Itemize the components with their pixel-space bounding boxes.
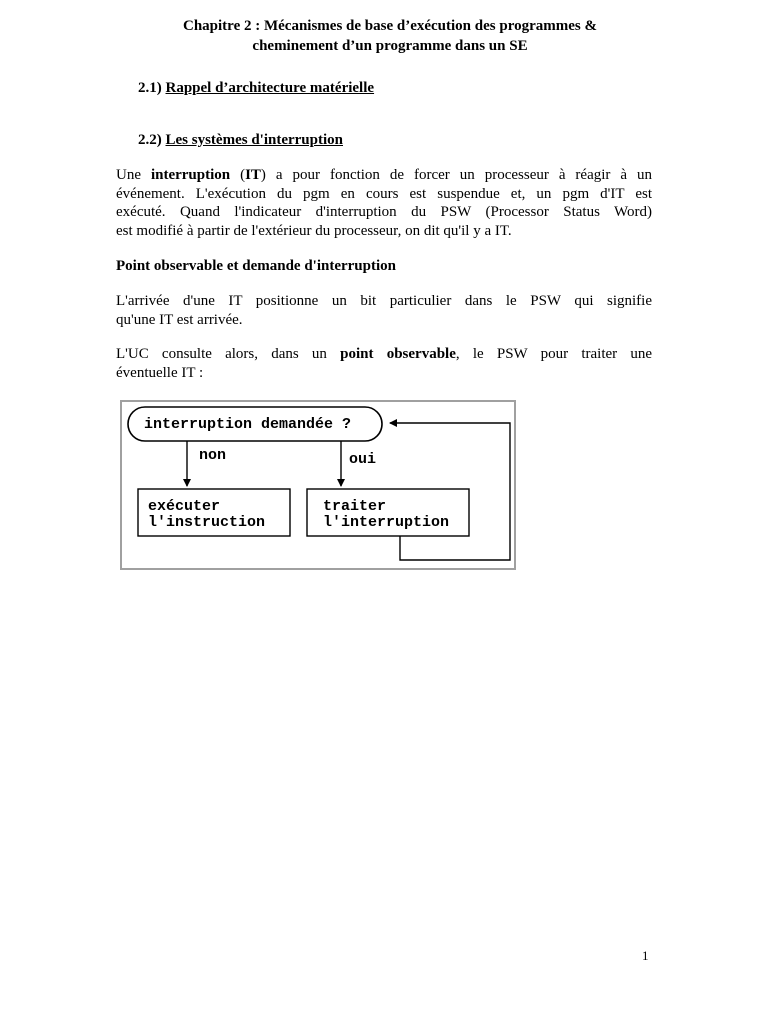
page-title-line-1: Chapitre 2 : Mécanismes de base d’exécution des programmes &	[183, 18, 597, 34]
branch-label-oui: oui	[349, 451, 377, 468]
box-handle-line-2: l'interruption	[323, 514, 450, 531]
section-label: Rappel d’architecture matérielle	[165, 80, 375, 96]
section-heading-2-1	[138, 78, 374, 98]
interrupt-flow-diagram	[120, 400, 516, 570]
term-interruption: interruption	[150, 167, 231, 183]
paragraph-line: qu'une IT est arrivée.	[116, 311, 243, 328]
branch-label-non: non	[199, 447, 227, 464]
section-number: 2.1)	[138, 80, 162, 96]
section-number: 2.2)	[138, 132, 162, 148]
section-heading-2-2	[138, 130, 343, 150]
paragraph-interruption-definition	[116, 166, 652, 240]
paragraph-line: L'UC consulte alors, dans un point observable, le PSW pour traiter une	[116, 346, 653, 362]
paragraph-point-observable	[116, 345, 652, 382]
box-execute-line-2: l'instruction	[148, 514, 266, 531]
term-point-observable: point observable	[340, 346, 456, 362]
paragraph-line: L'arrivée d'une IT positionne un bit particulier dans le PSW qui signifie	[116, 293, 652, 309]
box-handle-line-1: traiter	[323, 498, 387, 515]
box-execute-line-1: exécuter	[148, 498, 221, 515]
paragraph-line: événement. L'exécution du pgm en cours est suspendue et, un pgm d'IT est	[116, 185, 652, 202]
section-label: Les systèmes d'interruption	[165, 132, 343, 148]
paragraph-line: éventuelle IT :	[116, 364, 204, 381]
page-number: 1	[642, 948, 649, 963]
paragraph-line: exécuté. Quand l'indicateur d'interruption du PSW (Processor Status Word)	[116, 204, 652, 220]
page-title	[100, 16, 680, 56]
subheading-point-observable: Point observable et demande d'interruption	[116, 258, 396, 274]
paragraph-psw-bit	[116, 292, 652, 329]
decision-label: interruption demandée ?	[144, 416, 352, 433]
paragraph-line: Une interruption (IT) a pour fonction de forcer un processeur à réagir à un	[116, 167, 652, 183]
paragraph-line: est modifié à partir de l'extérieur du processeur, on dit qu'il y a IT.	[116, 222, 512, 239]
term-it: IT	[245, 167, 261, 183]
page-title-line-2: cheminement d’un programme dans un SE	[252, 38, 528, 54]
